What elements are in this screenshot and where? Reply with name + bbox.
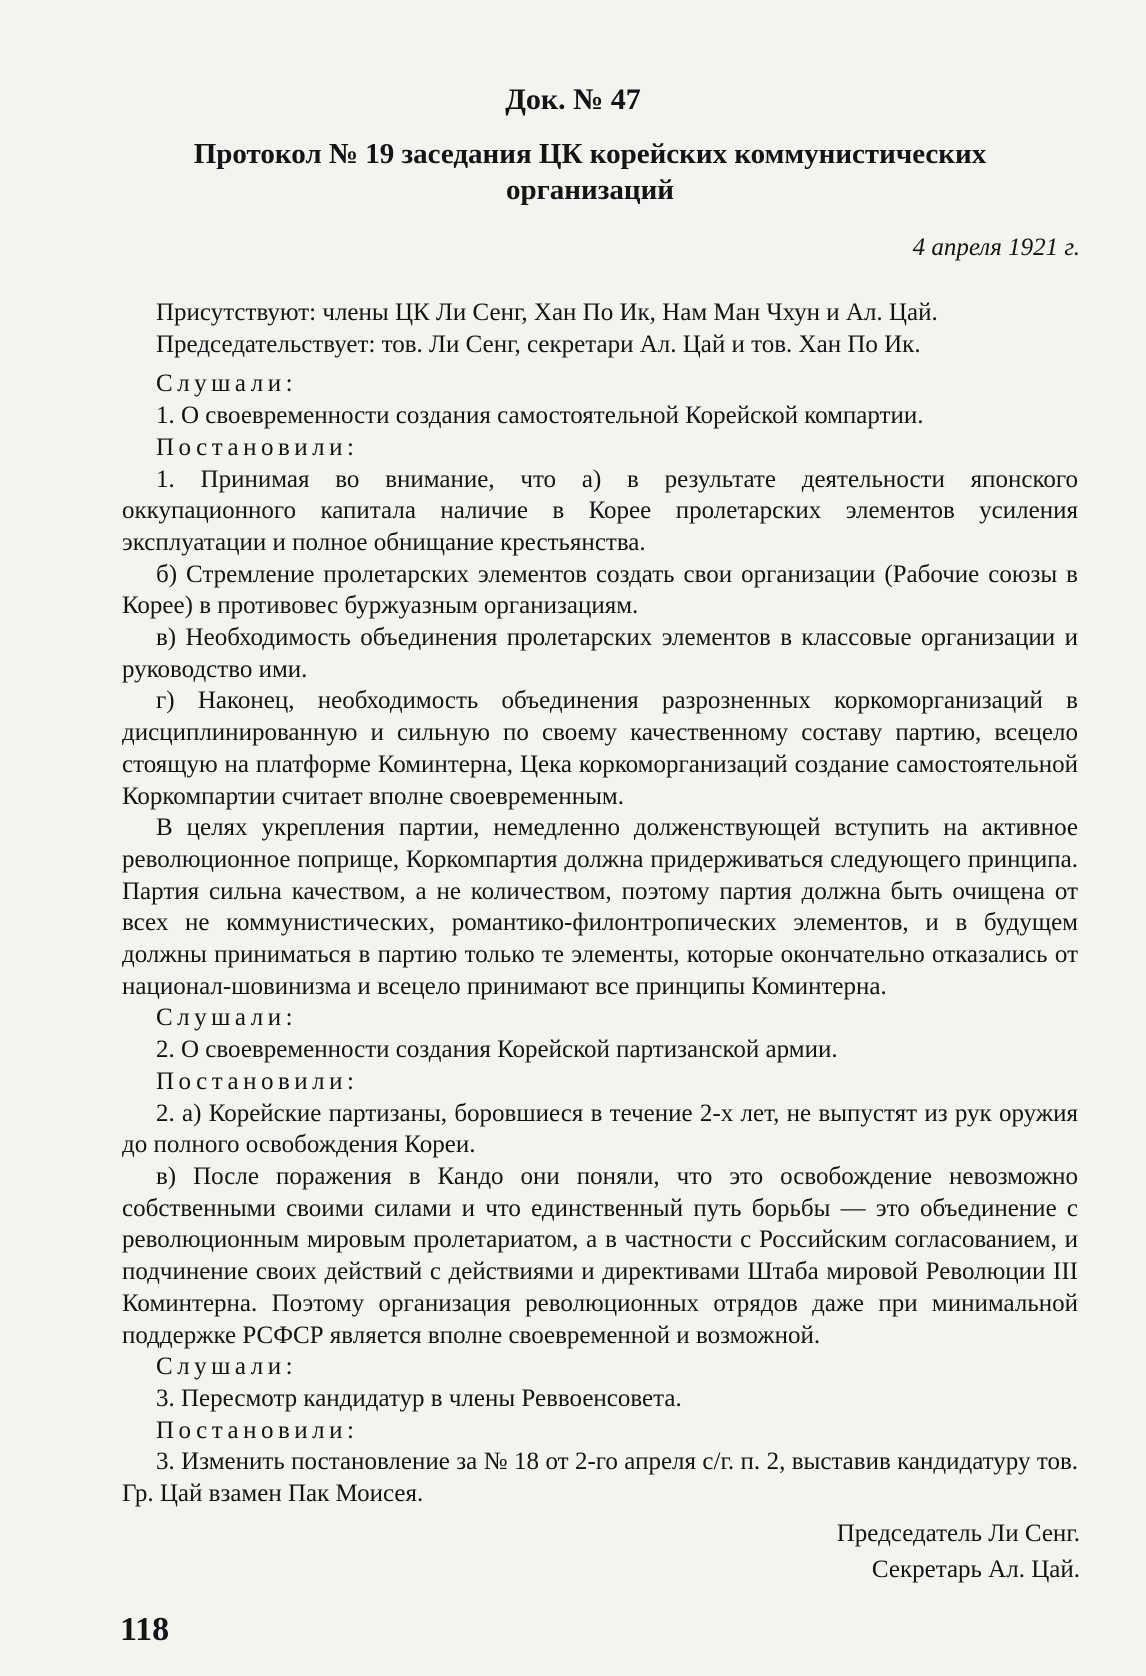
resolved-label-1: Постановили: — [156, 433, 359, 461]
document-date: 4 апреля 1921 г. — [912, 234, 1080, 261]
heard-label-3: Слушали: — [156, 1353, 298, 1381]
resolution-1-paragraph-2: б) Стремление пролетарских элементов создать свои организации (Рабочие союзы в Корее) в противовес буржуазным организациям. — [122, 560, 1078, 620]
resolved-label-2: Постановили: — [156, 1067, 359, 1095]
heard-label-2: Слушали: — [156, 1004, 298, 1032]
attendees-line: Присутствуют: члены ЦК Ли Сенг, Хан По Ик, Нам Ман Чхун и Ал. Цай. — [156, 299, 938, 326]
signature-block — [837, 1516, 1080, 1588]
document-title: Протокол № 19 заседания ЦК корейских коммунистических организаций — [193, 138, 987, 206]
page-number: 118 — [120, 1611, 170, 1648]
chair-line: Председательствует: тов. Ли Сенг, секретари Ал. Цай и тов. Хан По Ик. — [156, 330, 921, 358]
resolution-2-paragraph-2: в) После поражения в Кандо они поняли, что это освобождение невозможно собственными своими силами и что единственный путь борьбы — это объединение с революционным мировым пролетариатом, а в частности с Российским согласованием, и подчинение своих действий с действиями и директивами Штаба мировой Революции III Коминтерна. Поэтому организация революционных отрядов даже при минимальной поддержке РСФСР является вполне своевременной и возможной. — [122, 1162, 1078, 1349]
document-number: Док. № 47 — [505, 83, 641, 116]
resolution-1-paragraph-3: в) Необходимость объединения пролетарских элементов в классовые организации и руководство ими. — [122, 624, 1078, 683]
spacer — [122, 360, 1078, 368]
resolution-1-paragraph-5: В целях укрепления партии, немедленно долженствующей вступить на активное революционное поприще, Коркомпартия должна придерживаться следующего принципа. Партия сильна качеством, а не количеством, поэтому партия должна быть очищена от всех не коммунистических, романтико-филонтропических элементов, и в будущем должны приниматься в партию только те элементы, которые окончательно отказались от национал-шовинизма и всецело принимают все принципы Коминтерна. — [122, 814, 1078, 1000]
resolved-label-3: Постановили: — [156, 1416, 359, 1444]
resolution-3-paragraph-1: 3. Изменить постановление за № 18 от 2-го апреля с/г. п. 2, выставив кандидатуру тов. Гр. Цай взамен Пак Моисея. — [122, 1448, 1078, 1508]
heard-item-1: 1. О своевременности создания самостоятельной Корейской компартии. — [156, 402, 924, 430]
signature-secretary: Секретарь Ал. Цай. — [871, 1556, 1080, 1583]
resolution-1-paragraph-1: 1. Принимая во внимание, что а) в результате деятельности японского оккупационного капитала наличие в Корее пролетарских элементов усиления эксплуатации и полное обнищание крестьянства. — [122, 465, 1078, 556]
heard-label-1: Слушали: — [156, 370, 298, 398]
document-body — [122, 297, 1078, 1510]
signature-chair: Председатель Ли Сенг. — [836, 1520, 1080, 1547]
resolution-2-paragraph-1: 2. а) Корейские партизаны, боровшиеся в течение 2-х лет, не выпустят из рук оружия до полного освобождения Кореи. — [122, 1099, 1078, 1159]
resolution-1-paragraph-4: г) Наконец, необходимость объединения разрозненных коркоморганизаций в дисциплинированную и сильную по своему качественному составу партию, всецело стоящую на платформе Коминтерна, Цека коркоморганизаций создание самостоятельной Коркомпартии считает вполне своевременным. — [122, 687, 1078, 810]
heard-item-2: 2. О своевременности создания Корейской партизанской армии. — [156, 1036, 838, 1064]
heard-item-3: 3. Пересмотр кандидатур в члены Реввоенсовета. — [156, 1384, 682, 1412]
